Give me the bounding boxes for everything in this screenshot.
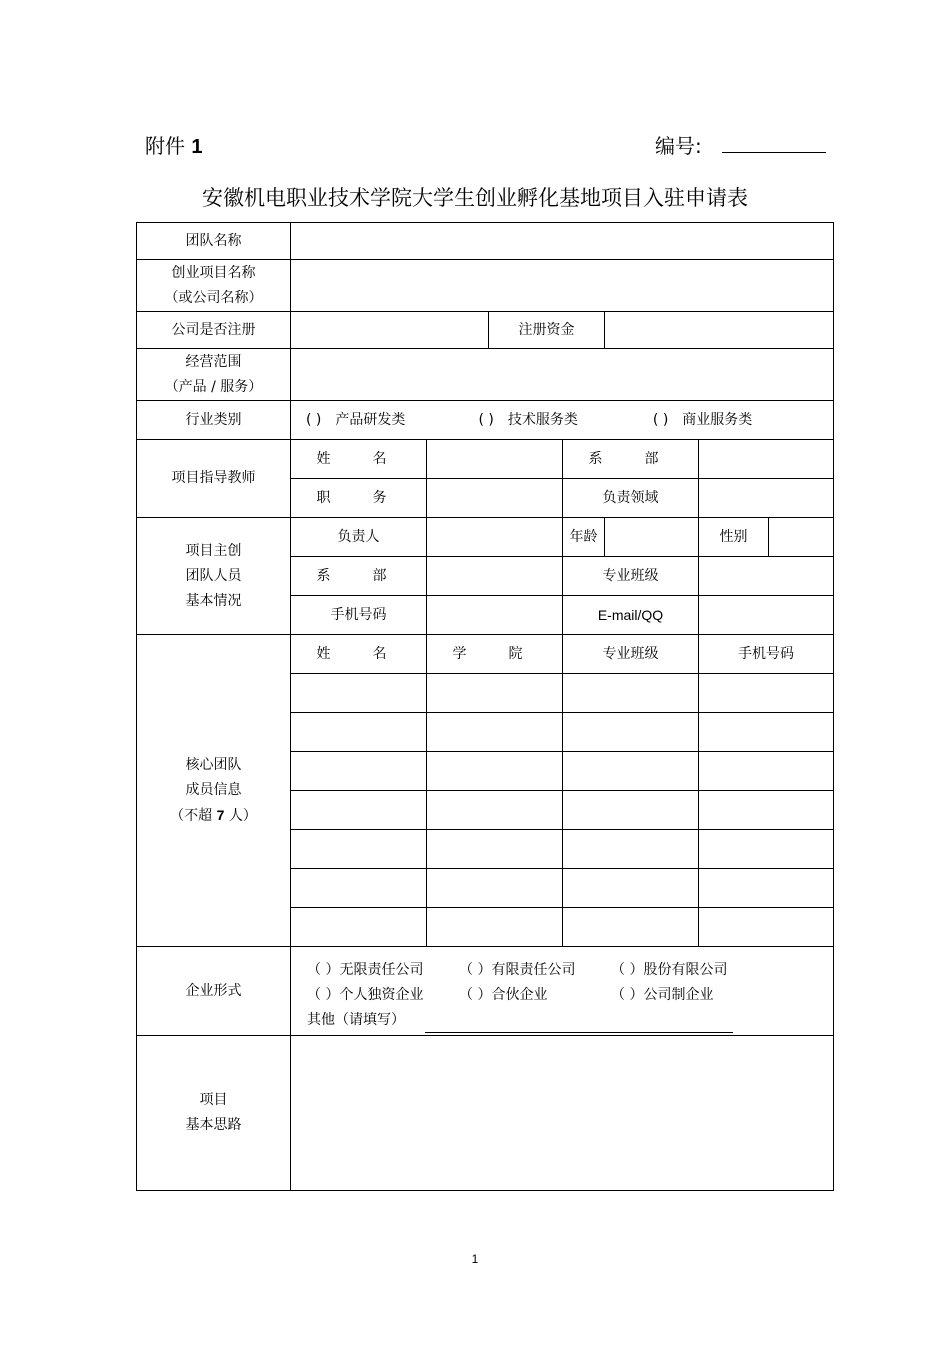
core-col-name: 姓 名 — [291, 635, 427, 674]
core-team-label — [137, 635, 291, 947]
scope-label-line1: 经营范围 — [185, 353, 242, 370]
founder-phone-field[interactable] — [427, 596, 563, 635]
industry-option-tech[interactable]: ( ) 技术服务类 — [478, 411, 578, 428]
core-team-limit-prefix: （不超 — [170, 807, 213, 824]
core-cell[interactable] — [291, 908, 427, 947]
core-cell[interactable] — [291, 830, 427, 869]
enterprise-option-corporate[interactable]: （ ）公司制企业 — [611, 986, 714, 1003]
page-number: 1 — [471, 1252, 479, 1266]
advisor-name-field[interactable] — [427, 440, 563, 479]
enterprise-row-2 — [307, 983, 833, 1008]
scope-field[interactable] — [291, 349, 834, 401]
attachment-text: 附件 — [145, 134, 185, 158]
core-cell[interactable] — [427, 791, 563, 830]
core-cell[interactable] — [563, 674, 699, 713]
core-cell[interactable] — [427, 713, 563, 752]
founder-dept-label: 系 部 — [291, 557, 427, 596]
core-cell[interactable] — [291, 674, 427, 713]
advisor-position-field[interactable] — [427, 479, 563, 518]
idea-field[interactable] — [291, 1036, 834, 1191]
enterprise-option-joint-stock[interactable]: （ ）股份有限公司 — [611, 961, 728, 978]
founder-email-label: E-mail/QQ — [563, 596, 699, 635]
core-cell[interactable] — [563, 713, 699, 752]
core-cell[interactable] — [427, 908, 563, 947]
age-label: 年龄 — [563, 518, 605, 557]
core-cell[interactable] — [427, 869, 563, 908]
gender-label: 性别 — [699, 518, 769, 557]
advisor-field-label: 负责领域 — [563, 479, 699, 518]
core-cell[interactable] — [563, 869, 699, 908]
advisor-dept-field[interactable] — [699, 440, 834, 479]
core-cell[interactable] — [291, 752, 427, 791]
capital-label: 注册资金 — [489, 312, 605, 349]
core-cell[interactable] — [699, 908, 834, 947]
core-cell[interactable] — [699, 830, 834, 869]
enterprise-other-field[interactable] — [425, 1018, 733, 1033]
core-cell[interactable] — [427, 752, 563, 791]
core-cell[interactable] — [427, 674, 563, 713]
core-cell[interactable] — [699, 674, 834, 713]
project-name-label-line2: （或公司名称） — [164, 289, 263, 306]
enterprise-options — [291, 947, 834, 1036]
core-team-label-line1: 核心团队 — [185, 756, 242, 773]
core-cell[interactable] — [291, 713, 427, 752]
core-team-label-line3 — [137, 803, 290, 829]
industry-option-rd[interactable]: ( ) 产品研发类 — [306, 411, 406, 428]
project-name-field[interactable] — [291, 260, 834, 312]
serial-number-blank[interactable] — [722, 152, 826, 153]
advisor-position-label: 职 务 — [291, 479, 427, 518]
capital-field[interactable] — [605, 312, 834, 349]
form-title: 安徽机电职业技术学院大学生创业孵化基地项目入驻申请表 — [202, 186, 748, 210]
registered-label: 公司是否注册 — [137, 312, 291, 349]
core-cell[interactable] — [291, 791, 427, 830]
core-cell[interactable] — [563, 791, 699, 830]
enterprise-label: 企业形式 — [137, 947, 291, 1036]
core-cell[interactable] — [291, 869, 427, 908]
core-col-phone: 手机号码 — [699, 635, 834, 674]
enterprise-row-1 — [307, 958, 833, 983]
serial-label: 编号: — [655, 134, 702, 158]
founder-class-label: 专业班级 — [563, 557, 699, 596]
leader-field[interactable] — [427, 518, 563, 557]
advisor-name-label: 姓 名 — [291, 440, 427, 479]
core-team-limit-suffix: 人） — [228, 807, 257, 824]
advisor-field-field[interactable] — [699, 479, 834, 518]
project-name-label-line1: 创业项目名称 — [171, 264, 256, 281]
core-team-limit-number: 7 — [216, 806, 225, 823]
advisor-dept-label: 系 部 — [563, 440, 699, 479]
leader-label: 负责人 — [291, 518, 427, 557]
enterprise-option-limited[interactable]: （ ）有限责任公司 — [459, 961, 576, 978]
industry-options — [291, 401, 834, 440]
founder-class-field[interactable] — [699, 557, 834, 596]
project-name-label — [137, 260, 291, 312]
team-name-label: 团队名称 — [137, 223, 291, 260]
enterprise-row-other — [307, 1008, 833, 1033]
core-col-college: 学 院 — [427, 635, 563, 674]
founder-label-line2: 团队人员 — [185, 567, 242, 584]
industry-label: 行业类别 — [137, 401, 291, 440]
founder-phone-label: 手机号码 — [291, 596, 427, 635]
founder-dept-field[interactable] — [427, 557, 563, 596]
core-cell[interactable] — [563, 830, 699, 869]
idea-label-line2: 基本思路 — [185, 1117, 242, 1133]
attachment-label — [145, 130, 202, 159]
founder-email-field[interactable] — [699, 596, 834, 635]
idea-label-line1: 项目 — [199, 1092, 228, 1108]
application-form — [136, 222, 834, 1191]
core-cell[interactable] — [427, 830, 563, 869]
core-cell[interactable] — [563, 752, 699, 791]
enterprise-other-label: 其他（请填写） — [307, 1011, 405, 1028]
enterprise-option-sole[interactable]: （ ）个人独资企业 — [307, 986, 424, 1003]
advisor-label: 项目指导教师 — [137, 440, 291, 518]
founder-label — [137, 518, 291, 635]
age-field[interactable] — [605, 518, 699, 557]
team-name-field[interactable] — [291, 223, 834, 260]
registered-field[interactable] — [291, 312, 489, 349]
scope-label — [137, 349, 291, 401]
core-cell[interactable] — [699, 869, 834, 908]
core-team-label-line2: 成员信息 — [185, 781, 242, 798]
founder-label-line3: 基本情况 — [185, 592, 242, 609]
enterprise-option-partnership[interactable]: （ ）合伙企业 — [459, 986, 548, 1003]
core-cell[interactable] — [563, 908, 699, 947]
core-col-class: 专业班级 — [563, 635, 699, 674]
core-cell[interactable] — [699, 752, 834, 791]
enterprise-option-unlimited[interactable]: （ ）无限责任公司 — [307, 961, 424, 978]
founder-label-line1: 项目主创 — [185, 542, 242, 559]
idea-label — [137, 1036, 291, 1191]
attachment-number: 1 — [191, 136, 203, 158]
scope-label-line2: （产品 / 服务） — [164, 378, 263, 395]
gender-field[interactable] — [769, 518, 834, 557]
core-cell[interactable] — [699, 713, 834, 752]
core-cell[interactable] — [699, 791, 834, 830]
industry-option-business[interactable]: ( ) 商业服务类 — [652, 411, 753, 428]
